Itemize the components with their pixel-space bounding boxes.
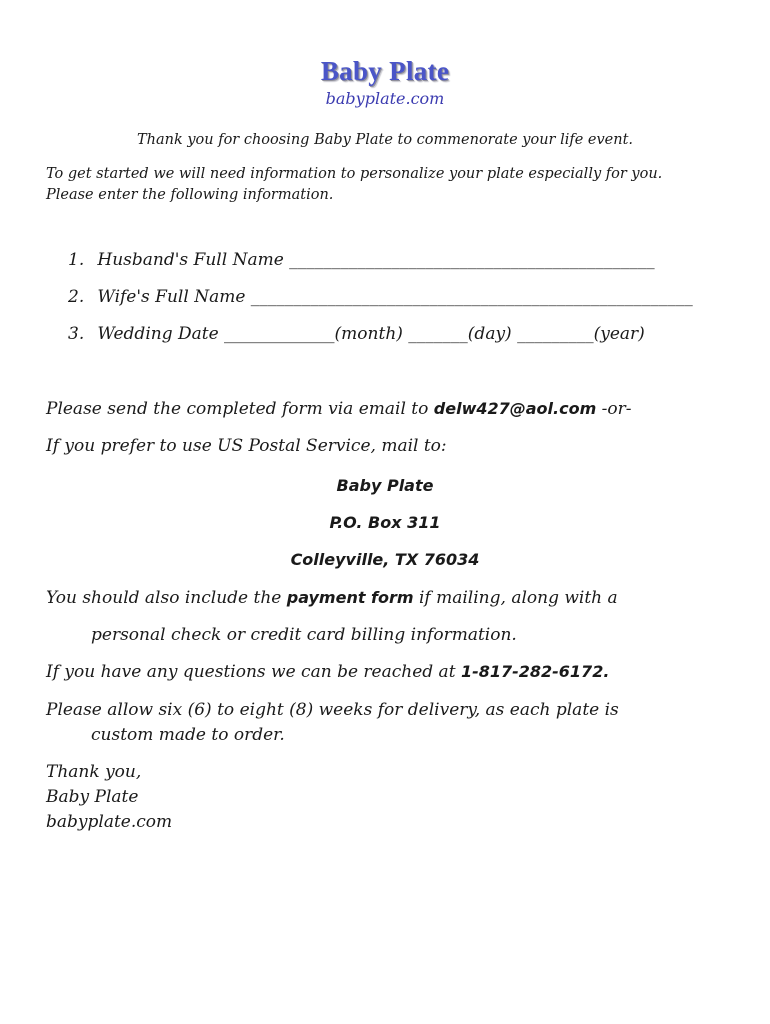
intro-line-1: To get started we will need information to personalize your plate especially for you.: [46, 166, 663, 182]
email-suffix: -or-: [596, 399, 632, 419]
payment-instruction: [46, 588, 618, 608]
delivery-line-1: Please allow six (6) to eight (8) weeks for delivery, as each plate is: [46, 700, 619, 720]
wedding-date-field[interactable]: [68, 324, 645, 344]
payment-continuation: personal check or credit card billing information.: [91, 625, 517, 645]
payment-form-link[interactable]: payment form: [286, 588, 414, 607]
wife-name-field[interactable]: [68, 287, 693, 307]
field-number: 3.: [68, 324, 85, 344]
signature-name: Baby Plate: [46, 787, 139, 807]
field-label: Wife's Full Name ____________________________________________________: [97, 287, 693, 307]
thank-you-line: Thank you for choosing Baby Plate to commenorate your life event.: [136, 132, 634, 148]
phone-number: 1-817-282-6172.: [460, 662, 610, 681]
intro-line-2: Please enter the following information.: [46, 187, 334, 203]
address-line-3: Colleyville, TX 76034: [290, 550, 480, 569]
field-label: Wedding Date _____________(month) _______(day) _________(year): [97, 324, 645, 344]
field-label: Husband's Full Name ___________________________________________: [97, 250, 655, 270]
email-instruction: [46, 399, 632, 419]
husband-name-field[interactable]: [68, 250, 655, 270]
signature-thanks: Thank you,: [46, 762, 142, 782]
questions-prefix: If you have any questions we can be reached at: [46, 662, 461, 682]
signature-website: babyplate.com: [46, 812, 173, 832]
payment-suffix: if mailing, along with a: [413, 588, 618, 608]
payment-prefix: You should also include the: [46, 588, 287, 608]
email-link[interactable]: delw427@aol.com: [433, 399, 597, 418]
baby-plate-logo: Baby Plate: [320, 56, 450, 86]
delivery-line-2: custom made to order.: [91, 725, 285, 745]
address-line-2: P.O. Box 311: [329, 513, 441, 532]
website-link[interactable]: babyplate.com: [325, 89, 445, 108]
address-line-1: Baby Plate: [336, 476, 434, 495]
questions-line: [46, 662, 609, 682]
email-prefix: Please send the completed form via email to: [46, 399, 434, 419]
field-number: 1.: [68, 250, 85, 270]
field-number: 2.: [68, 287, 85, 307]
postal-instruction: If you prefer to use US Postal Service, mail to:: [46, 436, 447, 456]
